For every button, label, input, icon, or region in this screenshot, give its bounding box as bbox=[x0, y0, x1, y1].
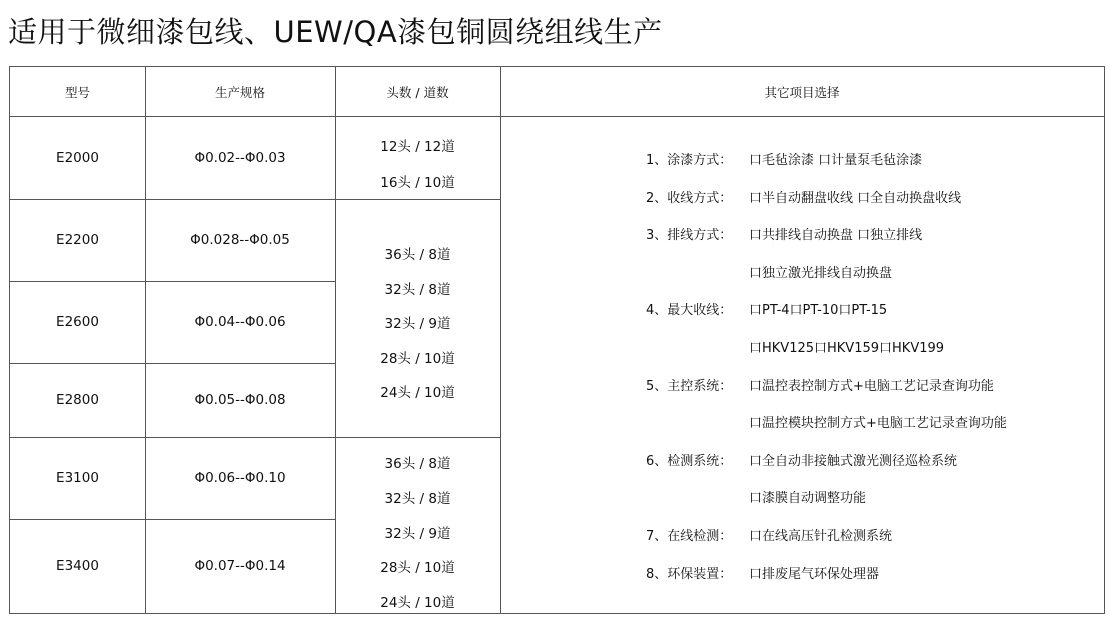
header-model: 型号 bbox=[64, 84, 90, 100]
option-value: 口PT-4口PT-10口PT-15 bbox=[749, 303, 888, 319]
heads-value: 28头 / 10道 bbox=[380, 350, 455, 367]
option-value: 口排废尾气环保处理器 bbox=[749, 566, 880, 582]
header-spec: 生产规格 bbox=[214, 84, 265, 100]
model-cell: E2000 bbox=[56, 149, 99, 166]
heads-value: 28头 / 10道 bbox=[380, 560, 455, 577]
option-value: 口半自动翻盘收线 口全自动换盘收线 bbox=[749, 190, 962, 206]
spec-table bbox=[9, 66, 1105, 614]
option-label: 5、主控系统： bbox=[646, 378, 733, 394]
heads-group bbox=[335, 135, 500, 191]
spec-cell: Φ0.06--Φ0.10 bbox=[194, 470, 286, 486]
model-cell: E3400 bbox=[56, 558, 99, 574]
model-cell: E2800 bbox=[56, 392, 99, 408]
heads-value: 32头 / 9道 bbox=[384, 316, 451, 332]
option-value: 口共排线自动换盘 口独立排线 bbox=[749, 228, 923, 244]
heads-value: 16头 / 10道 bbox=[380, 175, 455, 191]
spec-cell: Φ0.02--Φ0.03 bbox=[194, 149, 286, 166]
spec-cell: Φ0.028--Φ0.05 bbox=[190, 232, 290, 248]
option-label: 3、排线方式： bbox=[646, 228, 733, 244]
option-label: 6、检测系统： bbox=[646, 453, 733, 469]
option-value: 口HKV125口HKV159口HKV199 bbox=[749, 340, 945, 356]
model-cell: E2200 bbox=[56, 232, 99, 248]
option-value: 口毛毡涂漆 口计量泵毛毡涂漆 bbox=[749, 153, 923, 168]
heads-value: 12头 / 12道 bbox=[380, 139, 455, 155]
heads-value: 32头 / 9道 bbox=[384, 525, 451, 542]
heads-value: 24头 / 10道 bbox=[380, 595, 455, 611]
heads-group bbox=[335, 243, 500, 401]
heads-value: 36头 / 8道 bbox=[384, 247, 451, 263]
option-value: 口漆膜自动调整功能 bbox=[749, 491, 867, 507]
spec-cell: Φ0.05--Φ0.08 bbox=[194, 392, 286, 408]
model-cell: E3100 bbox=[56, 470, 99, 486]
option-value: 口温控模块控制方式+电脑工艺记录查询功能 bbox=[749, 416, 1007, 432]
option-label: 8、环保装置： bbox=[646, 566, 733, 582]
option-label: 7、在线检测： bbox=[646, 528, 733, 544]
option-label: 2、收线方式： bbox=[646, 190, 733, 206]
model-cell: E2600 bbox=[56, 314, 99, 330]
option-value: 口温控表控制方式+电脑工艺记录查询功能 bbox=[749, 378, 994, 394]
option-label: 1、涂漆方式： bbox=[646, 153, 733, 168]
page-title: 适用于微细漆包线、UEW/QA漆包铜圆绕组线生产 bbox=[8, 15, 663, 49]
header-options: 其它项目选择 bbox=[764, 84, 840, 100]
header-heads: 头数 / 道数 bbox=[386, 84, 449, 100]
heads-value: 32头 / 8道 bbox=[384, 281, 451, 298]
heads-value: 24头 / 10道 bbox=[380, 385, 455, 401]
spec-cell: Φ0.07--Φ0.14 bbox=[194, 558, 286, 574]
option-value: 口全自动非接触式激光测径巡检系统 bbox=[749, 453, 958, 469]
heads-value: 36头 / 8道 bbox=[384, 456, 451, 472]
option-value: 口在线高压针孔检测系统 bbox=[749, 528, 893, 544]
option-label: 4、最大收线： bbox=[646, 303, 733, 319]
heads-group bbox=[335, 452, 500, 611]
spec-cell: Φ0.04--Φ0.06 bbox=[194, 314, 286, 330]
heads-value: 32头 / 8道 bbox=[384, 490, 451, 507]
option-value: 口独立激光排线自动换盘 bbox=[749, 265, 893, 281]
column-divider bbox=[500, 67, 501, 613]
